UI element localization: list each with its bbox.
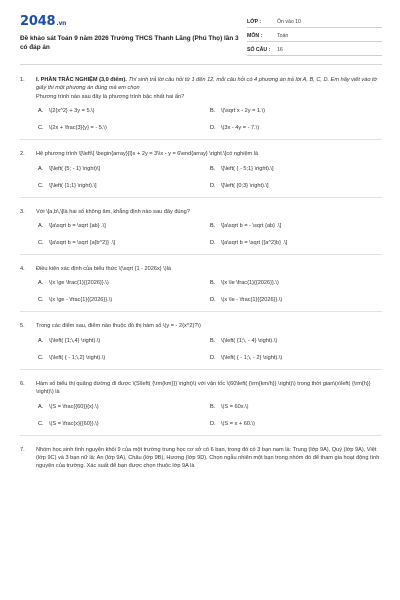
option-text: \(\sqrt x - 2y = 1.\) (221, 108, 265, 115)
option-label: A. (38, 165, 44, 172)
question-4 (20, 265, 382, 304)
question-5 (20, 322, 382, 361)
meta-key: SỐ CÂU : (247, 47, 271, 53)
question-text: Hệ phương trình \[\left\{ \begin{array}{l}x + 2y = 3\\x - y = 6\end{array} \right.\]có nghiệm là (36, 151, 259, 158)
question-text: Trong các điểm sau, điểm nào thuộc đồ thị hàm số \(y = - 2{x^2}?\) (36, 323, 201, 330)
option-c[interactable] (38, 239, 210, 247)
question-divider (20, 435, 382, 436)
option-d[interactable] (210, 354, 382, 362)
question-text: Với \[a,b\,\]là hai số không âm, khẳng định nào sau đây đúng? (36, 208, 190, 215)
question-list (20, 76, 382, 471)
meta-value: Ôn vào 10 (277, 19, 301, 25)
question-divider (20, 254, 382, 255)
question-number: 3. (20, 208, 25, 215)
option-label: A. (38, 403, 44, 410)
question-6 (20, 380, 382, 428)
option-text: \(\left( { - 1;\, - 2} \right).\) (221, 354, 283, 361)
option-text: \[\left( {5; - 1} \right)\] (49, 165, 100, 172)
page-title: Đề khảo sát Toán 9 năm 2026 Trường THCS Thanh Lãng (Phú Thọ) lần 3 có đáp án (20, 35, 239, 51)
option-c[interactable] (38, 182, 210, 190)
option-label: A. (38, 108, 44, 115)
option-grid (38, 337, 382, 362)
option-b[interactable] (210, 165, 382, 173)
option-text: \[\left( { - 5;1} \right).\] (221, 165, 274, 172)
option-label: A. (38, 280, 44, 287)
option-d[interactable] (210, 239, 382, 247)
question-divider (20, 139, 382, 140)
option-grid (38, 279, 382, 304)
option-c[interactable] (38, 296, 210, 304)
meta-row-subject (247, 28, 382, 42)
question-number: 4. (20, 266, 25, 273)
option-a[interactable] (38, 222, 210, 230)
option-label: D. (210, 182, 216, 189)
option-label: C. (38, 125, 44, 132)
option-label: B. (210, 280, 216, 287)
option-c[interactable] (38, 354, 210, 362)
option-grid (38, 403, 382, 428)
option-b[interactable] (210, 107, 382, 115)
option-text: \(x \le \frac{1}{{2026}}.\) (221, 280, 279, 287)
option-text: \(x \ge - \frac{1}{{2026}}.\) (49, 297, 113, 304)
option-b[interactable] (210, 279, 382, 287)
question-text: Hàm số biểu thị quãng đường đi được \(S\left( {\rm{km}}} \right)\) với vận tốc \(60\left( {\rm{km/h}} \right)\) trong thời gian\(x\left( {\rm{h}} \right)\) là (36, 380, 371, 396)
option-text: \(2{x^2} + 3y = 5.\) (49, 108, 95, 115)
option-text: \(2x + \frac{3}{y} = - 5.\) (49, 125, 107, 132)
question-text: Nhóm học sinh tình nguyện khối 9 của một trường trung học cơ sở có 6 bạn, trong đó có 3 bạn nam là: Trung (lớp 9A), Quý (lớp 9A), Việt (lớp 9C) và 3 bạn nữ là: An (lớp 9A), Châu (lớp 9B), Hương (lớp 9D). Chọn ngẫu nhiên một bạn trong nhóm đó để tham gia hoạt động tình nguyện của trường. Xác suất để bạn được chọn thuộc lớp 9A là (36, 446, 380, 470)
meta-key: MÔN : (247, 33, 263, 39)
meta-row-class (247, 14, 382, 28)
question-3 (20, 208, 382, 247)
option-label: C. (38, 354, 44, 361)
option-c[interactable] (38, 124, 210, 132)
option-b[interactable] (210, 222, 382, 230)
option-text: \(S = \frac{x}{{60}}.\) (49, 420, 99, 427)
meta-value: 16 (277, 47, 283, 53)
option-label: C. (38, 297, 44, 304)
option-label: B. (210, 223, 216, 230)
option-d[interactable] (210, 296, 382, 304)
question-number: 5. (20, 323, 25, 330)
option-text: \(S = \frac{{60}}{x}.\) (49, 403, 99, 410)
option-b[interactable] (210, 337, 382, 345)
option-grid (38, 165, 382, 190)
option-text: \[a\sqrt b = - \sqrt {ab} .\] (221, 223, 282, 230)
option-text: \(x \le - \frac{1}{{2026}}.\) (221, 297, 283, 304)
option-text: \[a\sqrt b = \sqrt {ab} .\] (49, 223, 106, 230)
option-text: \(x \ge \frac{1}{{2026}}.\) (49, 280, 109, 287)
option-label: C. (38, 240, 44, 247)
question-number: 1. (20, 77, 25, 83)
option-a[interactable] (38, 165, 210, 173)
option-grid (38, 222, 382, 247)
question-text (36, 76, 382, 101)
question-divider (20, 197, 382, 198)
option-label: B. (210, 165, 216, 172)
option-a[interactable] (38, 107, 210, 115)
option-text: \(S = 60x.\) (221, 403, 249, 410)
question-text: Điều kiện xác định của biểu thức \(\sqrt {1 - 2026x} \)là (36, 266, 171, 273)
question-number: 2. (20, 151, 25, 158)
question-number: 6. (20, 380, 25, 387)
option-label: D. (210, 240, 216, 247)
option-a[interactable] (38, 337, 210, 345)
header-divider (20, 64, 382, 65)
option-label: C. (38, 182, 44, 189)
option-d[interactable] (210, 420, 382, 428)
meta-row-count (247, 42, 382, 56)
option-text: \[a\sqrt b = \sqrt {{a^2}b} .\] (221, 240, 288, 247)
option-text: \(\left( {1;\,4} \right).\) (49, 337, 101, 344)
option-text: \(\left( {1;\, - 4} \right).\) (221, 337, 278, 344)
option-text: \(\left( { - 1;\,2} \right).\) (49, 354, 106, 361)
question-stem: Phương trình nào sau đây là phương trình bậc nhất hai ẩn? (36, 93, 185, 100)
meta-value: Toán (277, 33, 289, 39)
option-label: B. (210, 337, 216, 344)
logo-suffix: .vn (56, 20, 67, 27)
question-divider (20, 311, 382, 312)
option-label: A. (38, 337, 44, 344)
option-label: D. (210, 297, 216, 304)
question-number: 7. (20, 446, 25, 453)
option-grid (38, 107, 382, 132)
option-b[interactable] (210, 403, 382, 411)
question-divider (20, 369, 382, 370)
question-7 (20, 446, 382, 471)
option-text: \[\left( {1;1} \right).\] (49, 182, 97, 189)
option-label: B. (210, 108, 216, 115)
logo-text: 2048 (20, 14, 56, 29)
option-text: \(3x - 4y = - 7.\) (221, 125, 260, 132)
meta-table (247, 14, 382, 56)
option-text: \[a\sqrt b = \sqrt {a{b^2}} .\] (49, 240, 116, 247)
section-title: I. PHẦN TRẮC NGHIỆM (3,0 điểm). (36, 77, 127, 83)
section-instruction: Thí sinh trả lời câu hỏi từ 1 đến 12, mỗi câu hỏi có 4 phương án trả lời A, B, C, D. Em hãy viết vào tờ giấy thi một phương án đúng mà em chọn (36, 77, 377, 92)
option-d[interactable] (210, 124, 382, 132)
header (20, 10, 382, 58)
option-a[interactable] (38, 403, 210, 411)
option-text: \(S = x + 60.\) (221, 420, 255, 427)
option-a[interactable] (38, 279, 210, 287)
option-text: \[\left( {0;3} \right).\] (221, 182, 269, 189)
option-d[interactable] (210, 182, 382, 190)
site-logo[interactable] (20, 14, 66, 29)
meta-key: LỚP : (247, 19, 262, 25)
option-label: D. (210, 420, 216, 427)
option-label: B. (210, 403, 216, 410)
option-c[interactable] (38, 420, 210, 428)
option-label: D. (210, 125, 216, 132)
question-2 (20, 150, 382, 189)
question-1 (20, 76, 382, 132)
option-label: C. (38, 420, 44, 427)
option-label: A. (38, 223, 44, 230)
option-label: D. (210, 354, 216, 361)
